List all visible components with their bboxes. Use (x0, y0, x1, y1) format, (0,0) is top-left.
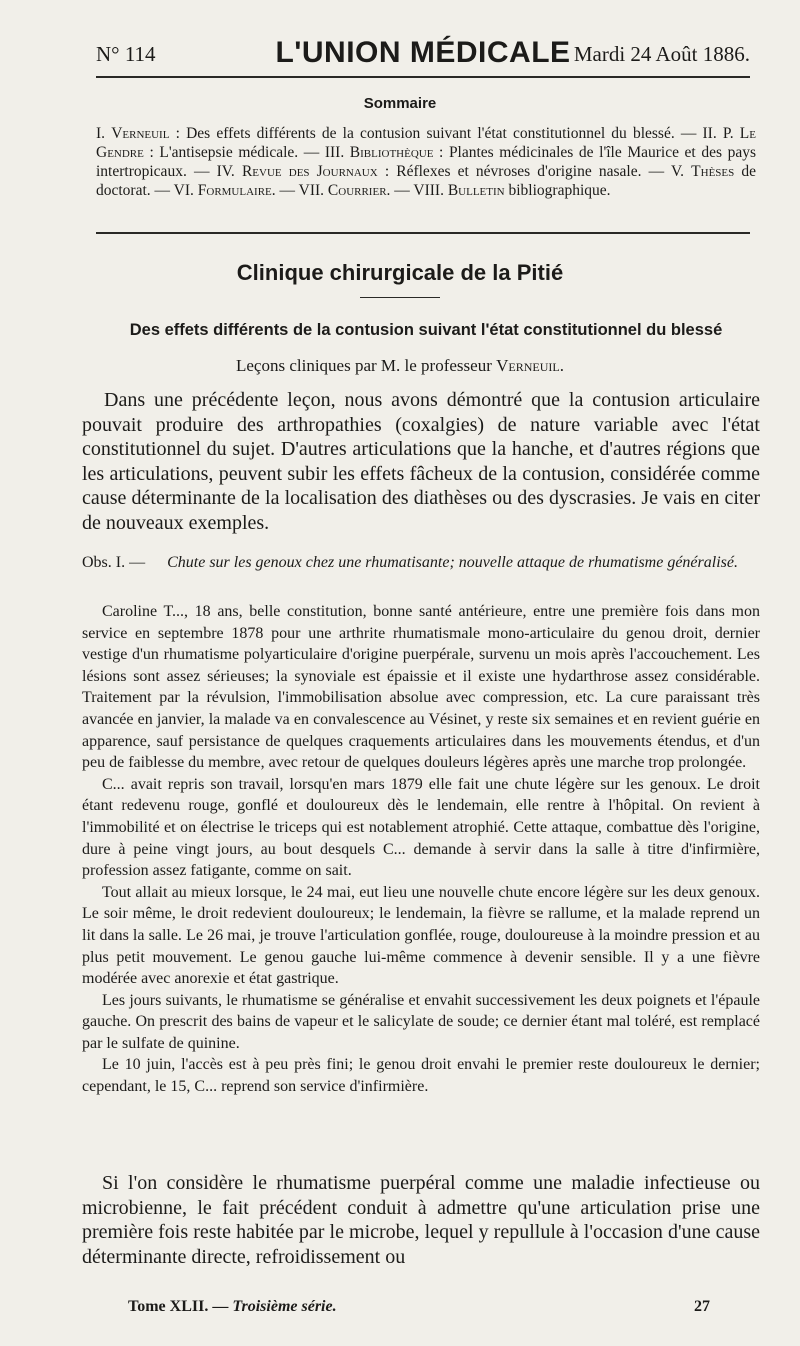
sommaire-item: IV. Revue des Journaux : Réflexes et névroses d'origine nasale. — (216, 163, 671, 180)
body-paragraph: Les jours suivants, le rhumatisme se généralise et envahit successivement les deux poignets et l'épaule gauche. On prescrit des bains de vapeur et le salicylate de soude; ce dernier étant mal toléré, est remplacé par le sulfate de quinine. (82, 991, 760, 1052)
sommaire-contents (96, 124, 756, 200)
section-title: Clinique chirurgicale de la Pitié (236, 260, 564, 285)
journal-title: L'UNION MÉDICALE (275, 36, 571, 69)
section-rule (96, 232, 750, 234)
sommaire-item: II. P. Le Gendre : L'antisepsie médicale. — (96, 125, 756, 161)
body-paragraph: C... avait repris son travail, lorsqu'en mars 1879 elle fait une chute légère sur les genoux. Le droit étant redevenu rouge, gonflé et douloureux dès le lendemain, elle rentre à l'hôpital. On revient à l'immobilité et on électrise le triceps qui est notablement atrophié. Cette attaque, combattue dès l'origine, dure à peine vingt jours, au bout desquels C... demande à servir dans la salle à titre d'infirmière, profession assez fatigante, comme on sait. (82, 775, 760, 880)
observation-number: Obs. I. — (82, 554, 146, 571)
observation-body (82, 601, 760, 1098)
closing-paragraph: Si l'on considère le rhumatisme puerpéral comme une maladie infectieuse ou microbienne, le fait précédent conduit à admettre qu'une articulation prise une première fois reste habitée par le microbe, lequel y repullule à l'occasion d'une cause déterminante directe, refroidissement ou (82, 1172, 760, 1268)
article-title: Des effets différents de la contusion suivant l'état constitutionnel du blessé (129, 321, 723, 339)
issue-date: Mardi 24 Août 1886. (573, 42, 750, 66)
sommaire-item: VIII. Bulletin bibliographique. (413, 182, 611, 199)
author-name: Verneuil (496, 356, 560, 375)
body-paragraph: Tout allait au mieux lorsque, le 24 mai, eut lieu une nouvelle chute encore légère sur les deux genoux. Le soir même, le droit redevient douloureux; le lendemain, la fièvre se rallume, et la malade reprend un lit dans la salle. Le 26 mai, je trouve l'articulation gonflée, rouge, douloureuse à la moindre pression et au plus petit mouvement. Le genou gauche lui-même commence à devenir sensible. Il y a une fièvre modérée avec anorexie et état gastrique. (82, 883, 760, 988)
sommaire-item: V. Thèses de doctorat. — (96, 163, 757, 199)
title-underline (360, 297, 440, 298)
sommaire-item: VI. Formulaire. — (173, 182, 299, 199)
body-paragraph: Le 10 juin, l'accès est à peu près fini; le genou droit envahi le premier reste douloureux le dernier; cependant, le 15, C... reprend son service d'infirmière. (82, 1056, 760, 1096)
masthead (96, 36, 750, 76)
byline: Leçons cliniques par M. le professeur Verneuil. (236, 356, 564, 375)
body-paragraph: Caroline T..., 18 ans, belle constitution, bonne santé antérieure, entre une première fois dans mon service en septembre 1878 pour une arthrite rhumatismale mono-articulaire du genou droit, dernier vestige d'un rhumatisme polyarticulaire d'origine puerpérale, survenu un mois après l'accouchement. Les lésions sont assez sérieuses; la synoviale est épaissie et il existe une hydarthrose assez considérable. Traitement par la révulsion, l'immobilisation absolue avec compression, etc. La cure paraissant très avancée en janvier, la malade va en convalescence au Vésinet, y reste six semaines et en revient guérie en apparence, sauf persistance de quelques craquements articulaires dans les mouvements étendus, et d'un peu de faiblesse du membre, avec retour de quelques douleurs légères après une marche trop prolongée. (82, 603, 760, 772)
tome-label: Tome XLII. — Troisième série. (128, 1298, 337, 1315)
sommaire-title: Sommaire (363, 95, 437, 112)
sommaire-item: I. Verneuil : Des effets différents de la contusion suivant l'état constitutionnel du blessé. — (96, 125, 703, 142)
sommaire-item: III. Bibliothèque : Plantes médicinales de l'île Maurice et des pays intertropicaux. — (96, 144, 756, 180)
header-rule (96, 76, 750, 78)
observation-heading (82, 552, 760, 574)
lead-paragraph: Dans une précédente leçon, nous avons démontré que la contusion articulaire pouvait produire des arthropathies (coxalgies) de nature variable avec l'état constitutionnel du sujet. D'autres articulations que la hanche, et d'autres régions que les articulations, peuvent subir les effets fâcheux de la contusion, considérée comme cause déterminante de la localisation des diathèses ou des dyscrasies. Je vais en citer de nouveaux exemples. (82, 389, 760, 534)
sommaire-item: VII. Courrier. — (298, 182, 414, 199)
page-number: 27 (694, 1298, 710, 1315)
issue-number: N° 114 (96, 42, 156, 66)
observation-title: Chute sur les genoux chez une rhumatisante; nouvelle attaque de rhumatisme généralisé. (167, 554, 738, 571)
